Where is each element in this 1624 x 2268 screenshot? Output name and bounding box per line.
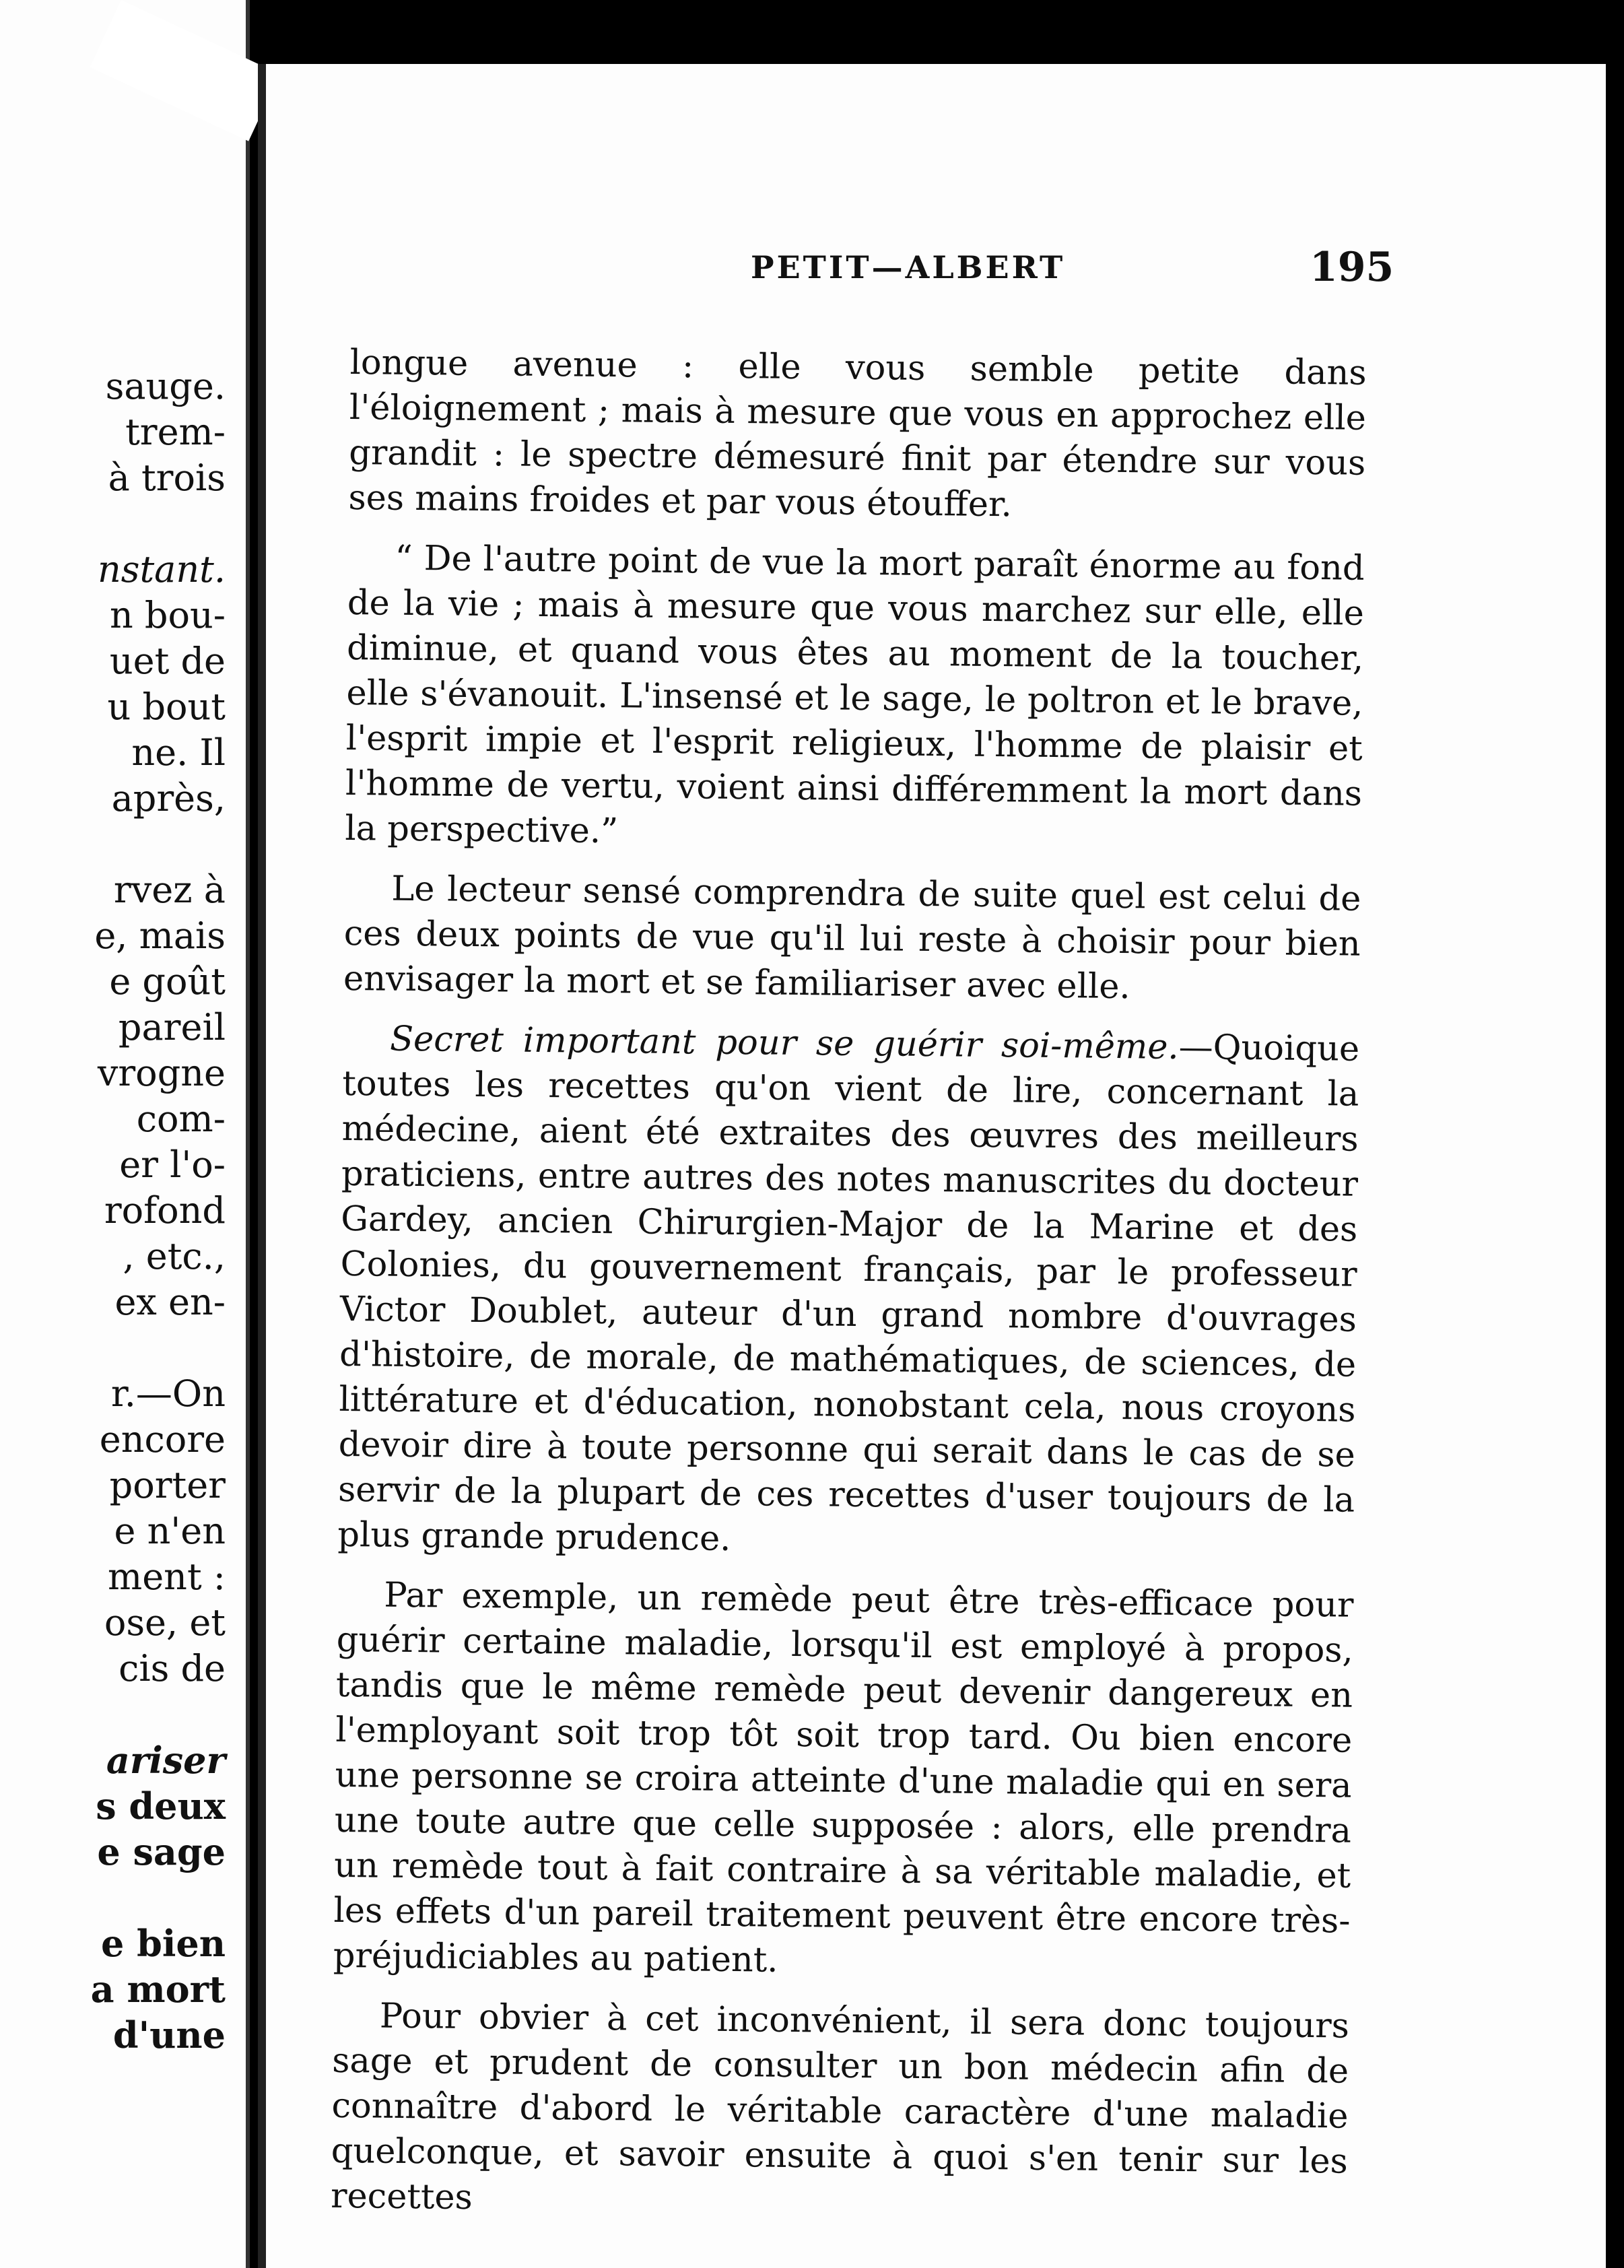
left-page-line [0, 1325, 226, 1371]
left-page-line: trem- [125, 411, 226, 453]
left-page-line: uet de [109, 640, 226, 682]
left-page-line: u bout [107, 686, 226, 728]
left-page-line: a mort [90, 1968, 226, 2011]
left-page-line: rofond [104, 1189, 226, 1232]
left-page-line: rvez à [113, 869, 226, 911]
left-page-line: ose, et [104, 1601, 226, 1644]
left-page-line [0, 1875, 226, 1921]
paragraph-1: longue avenue : elle vous semble petite dans l'éloignement ; mais à mesure que vous en approchez elle grandit : le spectre démesuré finit par étendre sur vous ses mains froides et par vous étouffer. [348, 342, 1367, 525]
left-page-line: , etc., [123, 1235, 226, 1277]
left-page-line: ment : [108, 1556, 226, 1598]
left-page-line: d'une [112, 2013, 226, 2057]
left-page-line: e bien [100, 1922, 226, 1965]
left-page-line: e sage [97, 1830, 226, 1873]
paragraph-5: Par exemple, un remède peut être très-efficace pour guérir certaine maladie, lorsqu'il est employé à propos, tandis que le même remède peut devenir dangereux en l'employant soit trop tôt soit trop tard. Ou bien encore une personne se croira atteinte d'une maladie qui en sera une toute autre que celle supposée : alors, elle prendra un remède tout à fait contraire à sa véritable maladie, et les effets d'un pareil traitement peuvent être encore très-préjudiciables au patient. [333, 1575, 1354, 1980]
left-page-line: ne. Il [131, 731, 226, 774]
left-page-text [0, 364, 226, 2058]
left-page-line [0, 1692, 226, 1737]
left-page-line [0, 822, 226, 867]
left-page-line: nstant. [97, 548, 226, 591]
left-page-line: cis de [119, 1647, 226, 1690]
body-text [331, 340, 1367, 2244]
running-title: PETIT—ALBERT [751, 249, 1066, 286]
left-page-line: r.—On [110, 1372, 226, 1415]
left-page-line: e, mais [94, 914, 226, 957]
paragraph-3: Le lecteur sensé comprendra de suite quel est celui de ces deux points de vue qu'il lui reste à choisir pour bien envisager la mort et se familiariser avec elle. [343, 869, 1361, 1007]
left-page-line: s deux [96, 1785, 226, 1828]
left-page-line: à trois [108, 457, 226, 499]
right-page [266, 64, 1606, 2268]
left-page-line [0, 501, 226, 547]
left-page-line: porter [109, 1464, 226, 1506]
left-page-line: n bou- [109, 594, 226, 636]
left-page-line: après, [111, 777, 226, 820]
left-page-line: e n'en [114, 1510, 226, 1552]
left-page [0, 0, 250, 2268]
section-title: Secret important pour se guérir soi-même. [389, 1019, 1180, 1067]
paragraph-2: “ De l'autre point de vue la mort paraît énorme au fond de la vie ; mais à mesure que vous marchez sur elle, elle diminue, et quand vous êtes au moment de la toucher, elle s'évanouit. L'insensé et le sage, le poltron et le brave, l'esprit impie et l'esprit religieux, l'homme de plaisir et l'homme de vertu, voient ainsi différemment la mort dans la perspective.” [345, 538, 1365, 852]
page-header [266, 244, 1606, 303]
section-body: —Quoique toutes les recettes qu'on vient de lire, concernant la médecine, aient été extraites des œuvres des meilleurs praticiens, entre autres des notes manuscrites du docteur Gardey, ancien Chirurgien-Major de la Marine et des Colonies, du gouvernement français, par le professeur Victor Doublet, auteur d'un grand nombre d'ouvrages d'histoire, de morale, de mathématiques, de sciences, de littérature et d'éducation, nonobstant cela, nous croyons devoir dire à toute personne qui serait dans le cas de se servir de la plupart de ces recettes d'user toujours de la plus grande prudence. [337, 1027, 1360, 1560]
page-number: 195 [1310, 244, 1394, 291]
left-page-line: com- [136, 1098, 226, 1140]
left-page-line: vrogne [97, 1052, 226, 1094]
paragraph-4 [337, 1016, 1359, 1568]
left-page-line: er l'o- [119, 1143, 226, 1186]
left-page-line: ariser [106, 1739, 226, 1782]
left-page-line: e goût [109, 960, 226, 1003]
paragraph-6: Pour obvier à cet inconvénient, il sera donc toujours sage et prudent de consulter un bon médecin afin de connaître d'abord le véritable caractère d'une maladie quelconque, et savoir ensuite à quoi s'en tenir sur les recettes [330, 1996, 1350, 2218]
left-page-line: pareil [118, 1006, 226, 1048]
left-page-line: ex en- [114, 1281, 226, 1323]
left-page-line: encore [99, 1418, 226, 1461]
left-page-line: sauge. [105, 365, 226, 407]
